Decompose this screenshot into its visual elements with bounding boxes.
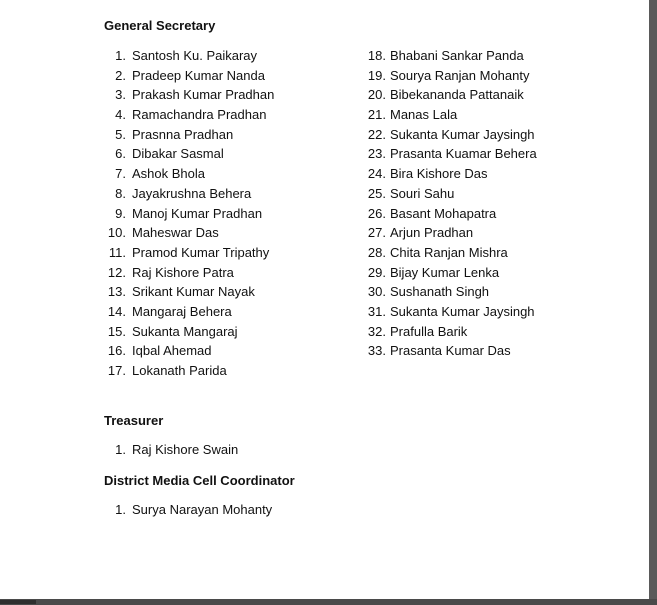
item-number: 30.	[367, 284, 386, 300]
item-number: 9.	[115, 205, 126, 221]
list-item	[94, 144, 274, 164]
list-item	[94, 322, 274, 342]
list-item	[364, 144, 537, 164]
list-item	[94, 85, 274, 105]
list-item	[94, 282, 274, 302]
list-item	[94, 341, 274, 361]
item-number: 21.	[367, 107, 386, 123]
item-name: Prasanta Kumar Das	[390, 343, 511, 359]
item-name: Srikant Kumar Nayak	[132, 284, 255, 300]
item-number: 22.	[367, 126, 386, 142]
item-name: Jayakrushna Behera	[132, 185, 252, 201]
media-cell-list	[94, 502, 272, 517]
item-number: 25.	[367, 185, 386, 201]
list-item	[364, 184, 537, 204]
list-item	[94, 105, 274, 125]
item-number: 13.	[107, 284, 126, 300]
item-number: 29.	[367, 264, 386, 280]
list-item	[364, 164, 537, 184]
item-number: 15.	[107, 323, 126, 339]
item-name: Sukanta Kumar Jaysingh	[390, 126, 535, 142]
list-item	[364, 282, 537, 302]
item-number: 24.	[367, 166, 386, 182]
item-name: Prasnna Pradhan	[132, 126, 234, 142]
scrollbar-thumb[interactable]	[0, 600, 36, 604]
item-name: Prasanta Kuamar Behera	[390, 146, 537, 162]
list-item	[364, 302, 537, 322]
list-item	[94, 204, 274, 224]
item-number: 17.	[107, 363, 126, 378]
list-item	[364, 341, 537, 361]
treasurer-heading: Treasurer	[104, 413, 164, 428]
list-item	[364, 46, 537, 66]
item-number: 31.	[367, 303, 386, 319]
item-number: 32.	[367, 323, 386, 339]
item-number: 20.	[367, 87, 386, 103]
item-number: 5.	[115, 126, 126, 142]
item-name: Bhabani Sankar Panda	[390, 48, 524, 63]
list-item	[364, 223, 537, 243]
item-name: Bibekananda Pattanaik	[390, 87, 524, 103]
list-item	[364, 243, 537, 263]
item-number: 8.	[115, 185, 126, 201]
item-number: 1.	[115, 48, 126, 63]
item-name: Pradeep Kumar Nanda	[132, 67, 265, 83]
item-name: Lokanath Parida	[132, 363, 227, 378]
item-name: Souri Sahu	[390, 185, 455, 201]
item-name: Mangaraj Behera	[132, 303, 232, 319]
item-number: 11.	[108, 244, 126, 260]
item-number: 33.	[367, 343, 386, 359]
item-number: 18.	[367, 48, 386, 63]
list-item	[94, 46, 274, 66]
list-item	[94, 263, 274, 283]
list-item	[94, 66, 274, 86]
item-name: Arjun Pradhan	[390, 225, 474, 241]
item-number: 19.	[367, 67, 386, 83]
item-name: Ashok Bhola	[132, 166, 205, 182]
item-name: Iqbal Ahemad	[132, 343, 212, 359]
item-number: 7.	[115, 166, 126, 182]
item-name: Bira Kishore Das	[390, 166, 488, 182]
general-secretary-list-left	[94, 46, 274, 381]
item-name: Prafulla Barik	[390, 323, 468, 339]
item-number: 12.	[107, 264, 126, 280]
list-item	[94, 223, 274, 243]
item-name: Sushanath Singh	[390, 284, 490, 300]
list-item	[94, 243, 274, 263]
item-number: 14.	[107, 303, 126, 319]
list-item	[94, 164, 274, 184]
item-name: Chita Ranjan Mishra	[390, 244, 508, 260]
list-item	[364, 263, 537, 283]
item-name: Raj Kishore Swain	[132, 442, 239, 457]
item-name: Maheswar Das	[132, 225, 219, 241]
item-number: 6.	[115, 146, 126, 162]
item-name: Raj Kishore Patra	[132, 264, 234, 280]
list-item	[364, 105, 537, 125]
item-name: Sukanta Mangaraj	[132, 323, 238, 339]
item-number: 28.	[367, 244, 386, 260]
list-item	[94, 125, 274, 145]
item-number: 4.	[115, 107, 126, 123]
item-name: Basant Mohapatra	[390, 205, 497, 221]
list-item	[364, 85, 537, 105]
list-item	[364, 66, 537, 86]
item-name: Santosh Ku. Paikaray	[132, 48, 258, 63]
item-number: 1.	[115, 502, 126, 517]
list-item	[364, 125, 537, 145]
item-name: Dibakar Sasmal	[132, 146, 224, 162]
item-name: Sourya Ranjan Mohanty	[390, 67, 530, 83]
list-item	[94, 302, 274, 322]
item-number: 1.	[115, 442, 126, 457]
item-number: 10.	[107, 225, 126, 241]
item-number: 26.	[367, 205, 386, 221]
general-secretary-heading: General Secretary	[104, 18, 216, 33]
item-name: Surya Narayan Mohanty	[132, 502, 273, 517]
item-name: Manas Lala	[390, 107, 458, 123]
list-item	[94, 361, 274, 381]
item-name: Prakash Kumar Pradhan	[132, 87, 275, 103]
item-number: 2.	[115, 67, 126, 83]
horizontal-scrollbar[interactable]	[0, 599, 657, 605]
item-name: Ramachandra Pradhan	[132, 107, 267, 123]
item-name: Bijay Kumar Lenka	[390, 264, 500, 280]
list-item	[94, 184, 274, 204]
list-item	[364, 322, 537, 342]
vertical-scrollbar[interactable]	[649, 0, 657, 605]
item-number: 16.	[107, 343, 126, 359]
item-name: Sukanta Kumar Jaysingh	[390, 303, 535, 319]
treasurer-list	[94, 442, 238, 457]
list-item	[364, 204, 537, 224]
item-number: 3.	[115, 87, 126, 103]
list-item	[94, 442, 238, 457]
item-name: Manoj Kumar Pradhan	[132, 205, 263, 221]
list-item	[94, 502, 272, 517]
item-name: Pramod Kumar Tripathy	[132, 244, 270, 260]
media-cell-heading: District Media Cell Coordinator	[104, 473, 295, 488]
item-number: 27.	[367, 225, 386, 241]
general-secretary-list-right	[364, 46, 537, 361]
item-number: 23.	[367, 146, 386, 162]
